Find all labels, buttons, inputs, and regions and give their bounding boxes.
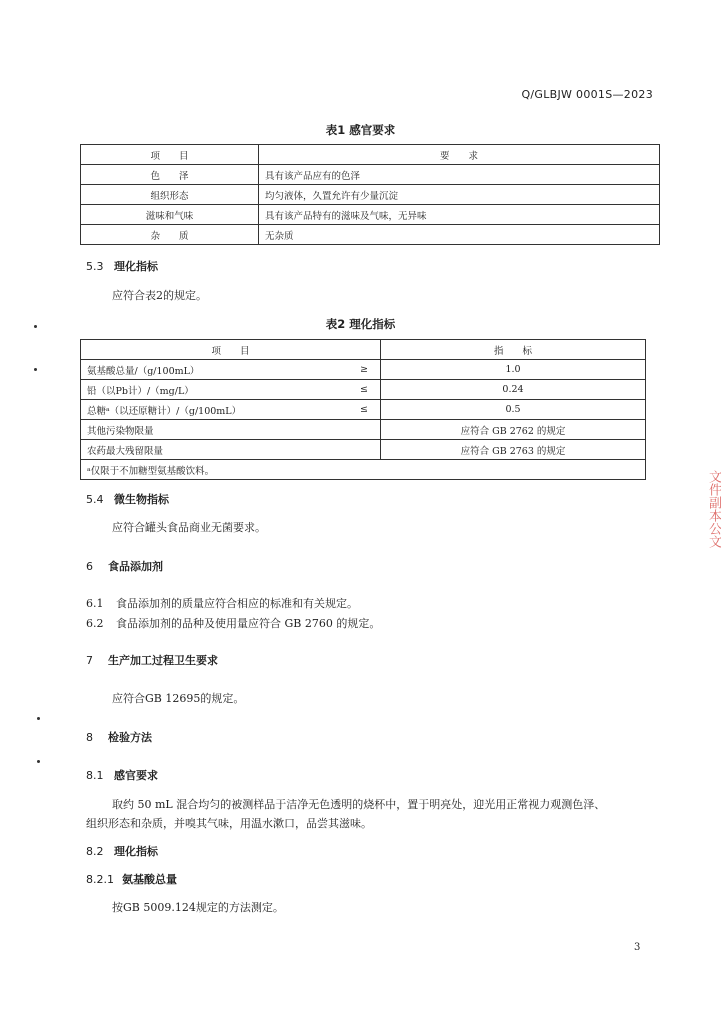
section-8-1-heading — [86, 767, 158, 783]
section-number: 8.2.1 — [86, 873, 114, 886]
section-8-2-1-heading — [86, 871, 177, 887]
section-7-heading — [86, 652, 218, 668]
table-row — [81, 420, 646, 440]
cell-item: 杂 质 — [81, 225, 259, 245]
section-title: 理化指标 — [114, 260, 158, 273]
section-5-3-text: 应符合表2的规定。 — [112, 289, 207, 302]
section-title: 检验方法 — [108, 731, 152, 744]
section-number: 6.2 — [86, 617, 104, 630]
cell-requirement: 具有该产品特有的滋味及气味，无异味 — [259, 205, 660, 225]
table-row — [81, 165, 660, 185]
section-6-heading — [86, 558, 163, 574]
table-row — [81, 440, 646, 460]
section-number: 8.2 — [86, 845, 104, 858]
cell-item: 其他污染物限量 — [81, 420, 381, 440]
table-header-row — [81, 145, 660, 165]
section-title: 微生物指标 — [114, 493, 169, 506]
section-8-heading — [86, 729, 152, 745]
cell-operator: ≤ — [348, 380, 381, 400]
cell-value: 应符合 GB 2762 的规定 — [381, 420, 646, 440]
section-number: 6.1 — [86, 597, 104, 610]
table-row — [81, 380, 646, 400]
table-note-row — [81, 460, 646, 480]
cell-value: 1.0 — [381, 360, 646, 380]
section-title: 生产加工过程卫生要求 — [108, 654, 218, 667]
standard-code: Q/GLBJW 0001S—2023 — [521, 88, 653, 101]
section-number: 6 — [86, 560, 93, 573]
section-6-2 — [86, 615, 380, 631]
table1-caption: 表1 感官要求 — [325, 123, 396, 137]
cell-item: 组织形态 — [81, 185, 259, 205]
scan-speck — [37, 760, 40, 763]
cell-operator: ≥ — [348, 360, 381, 380]
cell-item: 铅（以Pb计）/（mg/L） — [81, 380, 349, 400]
section-8-1-text-line1: 取约 50 mL 混合均匀的被测样品于洁净无色透明的烧杯中，置于明亮处，迎光用正常视力观测色泽、 — [112, 798, 606, 811]
table-row — [81, 185, 660, 205]
table-row — [81, 205, 660, 225]
cell-requirement: 具有该产品应有的色泽 — [259, 165, 660, 185]
scan-speck — [34, 368, 37, 371]
cell-requirement: 均匀液体，久置允许有少量沉淀 — [259, 185, 660, 205]
section-5-3-heading — [86, 258, 158, 274]
col-header-item: 项 目 — [81, 340, 381, 360]
section-number: 5.3 — [86, 260, 104, 273]
section-title: 氨基酸总量 — [122, 873, 177, 886]
cell-value: 0.5 — [381, 400, 646, 420]
section-number: 8 — [86, 731, 93, 744]
section-8-1-text-line2: 组织形态和杂质，并嗅其气味，用温水漱口，品尝其滋味。 — [86, 817, 372, 830]
col-header-item: 项 目 — [81, 145, 259, 165]
section-title: 感官要求 — [114, 769, 158, 782]
table-row — [81, 400, 646, 420]
section-number: 5.4 — [86, 493, 104, 506]
table2-caption: 表2 理化指标 — [325, 317, 396, 331]
section-7-text: 应符合GB 12695的规定。 — [112, 692, 245, 705]
cell-operator: ≤ — [348, 400, 381, 420]
cell-item: 氨基酸总量/（g/100mL） — [81, 360, 349, 380]
section-8-2-1-text: 按GB 5009.124规定的方法测定。 — [112, 901, 284, 914]
page-number: 3 — [634, 942, 641, 953]
scan-speck — [34, 325, 37, 328]
red-stamp-mark: 文件副本公文 — [706, 470, 721, 548]
section-8-2-heading — [86, 843, 158, 859]
cell-requirement: 无杂质 — [259, 225, 660, 245]
table-header-row — [81, 340, 646, 360]
cell-item: 滋味和气味 — [81, 205, 259, 225]
section-text: 食品添加剂的质量应符合相应的标准和有关规定。 — [116, 597, 358, 610]
section-title: 食品添加剂 — [108, 560, 163, 573]
cell-item: 农药最大残留限量 — [81, 440, 381, 460]
section-5-4-heading — [86, 491, 169, 507]
section-text: 食品添加剂的品种及使用量应符合 GB 2760 的规定。 — [116, 617, 381, 630]
cell-value: 0.24 — [381, 380, 646, 400]
section-number: 7 — [86, 654, 93, 667]
section-number: 8.1 — [86, 769, 104, 782]
sensory-table — [80, 144, 660, 245]
table-row — [81, 225, 660, 245]
table-row — [81, 360, 646, 380]
scan-speck — [37, 717, 40, 720]
section-5-4-text: 应符合罐头食品商业无菌要求。 — [112, 521, 266, 534]
section-6-1 — [86, 595, 358, 611]
col-header-index: 指 标 — [381, 340, 646, 360]
table-footnote: ᵃ仅限于不加糖型氨基酸饮料。 — [81, 460, 646, 480]
cell-item: 色 泽 — [81, 165, 259, 185]
cell-value: 应符合 GB 2763 的规定 — [381, 440, 646, 460]
physicochemical-table — [80, 339, 646, 480]
col-header-requirement: 要 求 — [259, 145, 660, 165]
section-title: 理化指标 — [114, 845, 158, 858]
cell-item: 总糖ᵃ（以还原糖计）/（g/100mL） — [81, 400, 349, 420]
